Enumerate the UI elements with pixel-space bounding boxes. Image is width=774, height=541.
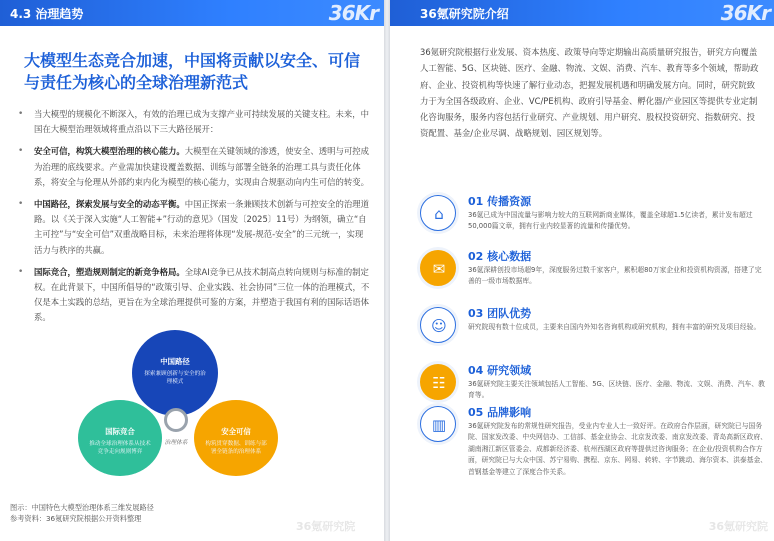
circle-title: 安全可信 [221,427,251,436]
hub-label: 治理体系 [164,440,188,446]
bullet-bold: 安全可信，构筑大模型治理的核心能力。 [34,146,185,157]
circle-desc: 推动全球治理体系从技术竞争走向规则博弈 [89,441,151,455]
circle-desc: 构筑贯穿数据、训练与部署全链条的治理体系 [205,441,267,455]
bullet-item [18,144,370,190]
watermark: 36氪研究院 [296,520,356,533]
hierarchy-icon: ☷ [420,364,456,400]
feature-title: 01 传播资源 [468,195,532,208]
bullet-text: 中国正探索一条兼顾技术创新与可控安全的治理道路。以《关于深入实施“人工智能+”行动的意见》（国发〔2025〕11号）为纲领，确立“自主可控”与“安全可信”双重战略目标，未来治理将体现“发展-规范-安全”的三元统一，实现活力与秩序的共赢。 [34,199,369,255]
caption-line: 图示：中国特色大模型治理体系三维发展路径 [10,503,154,512]
broadcast-icon: ⌂ [420,195,456,231]
hub-icon [164,408,188,432]
intro-paragraph: 36氪研究院根据行业发展、资本热度、政策导向等定期输出高质量研究报告，研究方向覆盖人工智能、5G、区块链、医疗、金融、物流、文娱、消费、汽车、教育等多个领域，帮助政府、企业、投资机构等快速了解行业动态，把握发展机遇和明确发展方向。同时，研究院致力于为全国各级政府、企业、VC/PE机构、政府引导基金、孵化器/产业园区等提供专业定制化咨询服务，服务内容包括行业研究、产业规划、用户研究、股权投资研究、指数研究、投资配置、基金/企业尽调、战略规划、园区规划等。 [420,47,759,139]
watermark: 36氪研究院 [708,520,768,533]
figure-caption [10,502,154,524]
feature-desc: 36氪深耕创投市场超9年，深度服务过数千家客户，累积超80万家企业和投资机构资源，搭建了完善的一级市场数据库。 [468,266,762,286]
feature-desc: 36氪研究院发布的常规性研究报告，受业内专业人士一致好评。在政府合作层面，研究院已与国务院、国家发改委、中央网信办、工信部、基金业协会、北京发改委、南京发改委、青岛高新区政府、湖南湘江新区管委会、成都新经济委、杭州西湖区政府等提供过咨询服务；在企业/投资机构合作方面，研究院已与大众中国、苏宁易购、携程、京东、网易、转转、字节跳动、海尔资本、洪泰基金、首钢基金等建立了深度合作关系。 [468,422,768,476]
circle-desc: 探索兼顾创新与安全的治理模式 [144,371,206,385]
bullet-text: 全球AI竞争已从技术制高点转向规则与标准的制定权。在此背景下，中国所倡导的“政策引导、企业实践、社会协同”三位一体的治理模式，不仅是本土实践的总结，更旨在为全球治理提供可鉴的方案，并塑造于我国有利的国际话语体系。 [34,266,370,323]
section-title: 4.3 治理趋势 [10,7,84,21]
page-headline: 大模型生态竞合加速，中国将贡献以安全、可信与责任为核心的全球治理新范式 [24,51,361,92]
bullet-item [18,107,370,137]
diagram-circle-safety-trust [194,400,278,476]
brand-logo: 36Kr [720,1,770,25]
circle-title: 中国路径 [160,357,190,366]
feature-desc: 36氪已成为中国流量与影响力较大的互联网新商业媒体，覆盖全球超1.5亿读者，累计发布超过50,000篇文章，拥有行业内较显著的流量和传播优势。 [468,211,753,231]
right-page [390,0,774,541]
bullet-dot-icon: • [18,146,24,157]
feature-title: 03 团队优势 [468,307,532,320]
left-page [0,0,384,541]
feature-title: 02 核心数据 [468,250,532,263]
right-header-bar [390,0,774,26]
bullet-list [18,107,370,333]
brand-logo: 36Kr [328,1,378,25]
buildings-icon: ▥ [420,406,456,442]
feature-desc: 36氪研究院主要关注领域包括人工智能、5G、区块链、医疗、金融、物流、文娱、消费、汽车、教育等。 [468,380,765,400]
bullet-bold: 中国路径，探索发展与安全的动态平衡。 [34,199,185,210]
circle-title: 国际竞合 [105,427,135,436]
bullet-dot-icon: • [18,266,24,277]
feature-desc: 研究院现有数十位成员，主要来自国内外知名咨询机构或研究机构，拥有丰富的研究及项目经验。 [468,323,761,331]
bullet-dot-icon: • [18,199,24,210]
governance-diagram [60,330,322,478]
chat-bubbles-icon: ✉ [420,250,456,286]
bullet-dot-icon: • [18,109,24,119]
left-header-bar [0,0,384,26]
diagram-circle-intl-competition [78,400,162,476]
bullet-text: 大模型在关键领域的渗透，使安全、透明与可控成为治理的底线要求。产业需加快建设覆盖数据、训练与部署全链条的治理工具与责任化体系，将安全与伦理从外部约束内化为模型的核心能力，实现由合规驱动向内生可信的转变。 [34,146,369,187]
bullet-text: 当大模型的规模化不断深入，有效的治理已成为支撑产业可持续发展的关键支柱。未来，中国在大模型治理领域将重点沿以下三大路径展开： [34,109,369,135]
team-icon: ☺ [420,307,456,343]
feature-title: 05 品牌影响 [468,406,532,419]
bullet-item [18,197,370,258]
bullet-bold: 国际竞合，塑造规则制定的新竞争格局。 [34,266,185,277]
source-line: 参考资料：36氪研究院根据公开资料整理 [10,514,142,523]
feature-title: 04 研究领域 [468,364,532,377]
bullet-item [18,265,370,326]
diagram-circle-china-path [132,330,218,416]
section-title: 36氪研究院介绍 [420,7,509,21]
